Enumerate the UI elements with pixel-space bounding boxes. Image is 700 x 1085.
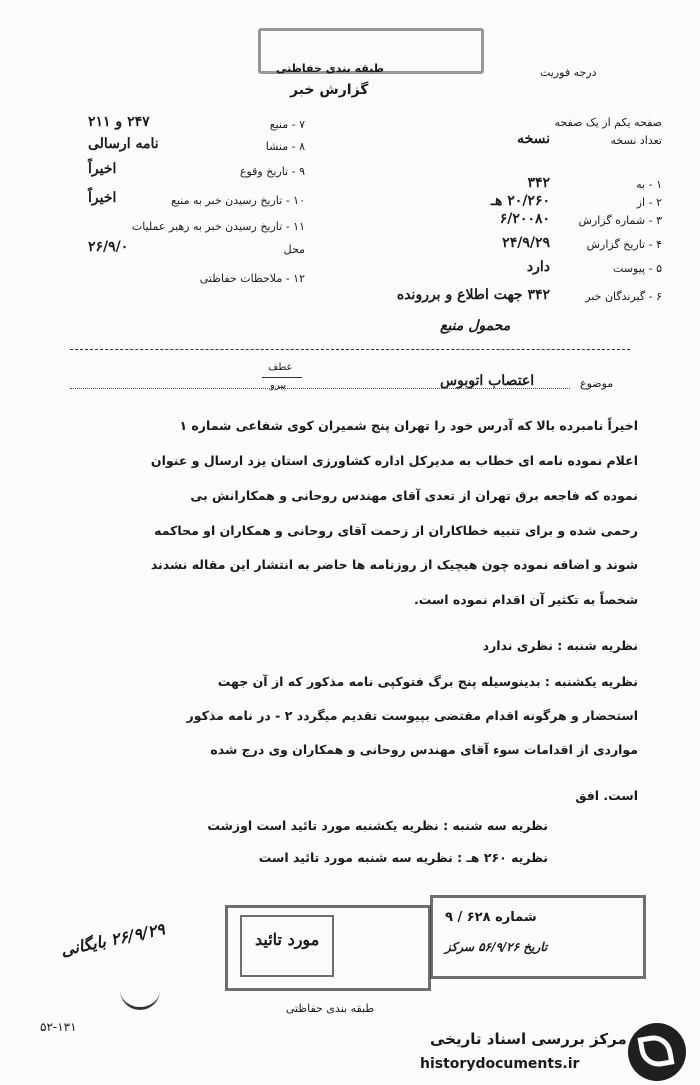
body-line: شوند و اضافه نموده چون هیچیک از روزنامه ها حاضر به انتشار این مقاله نشدند [150,557,638,572]
left-field-value: نامه ارسالی [88,136,159,152]
handwritten-note: محمول منبع [440,318,511,334]
right-field-label: ۴ - تاریخ گزارش [586,238,662,251]
opinion-line: نظریه ۲۶۰ هـ : نظریه سه شنبه مورد تائید است [258,850,548,865]
handwritten-archive-note: ۲۶/۹/۲۹ بایگانی [59,919,167,960]
site-name: مرکز بررسی اسناد تاریخی [430,1030,627,1048]
opinion-line: استحضار و هرگونه اقدام مقتضی بپیوست تقدیم میگردد ۲ - در نامه مذکور [186,708,638,723]
right-field-value: ۶/۲۰۰۸۰ [499,211,550,227]
site-url[interactable]: historydocuments.ir [420,1056,580,1072]
opinion-line: مواردی از اقدامات سوء آقای مهندس روحانی و همکاران وی درج شده [210,742,638,757]
left-field-label: ۸ - منشا [265,140,305,153]
right-field-label: ۵ - پیوست [613,262,662,275]
classification-top: طبقه بندی حفاظتی [275,62,385,75]
subject-label: موضوع [580,377,614,390]
opinion-line: نظریه سه شنبه : نظریه یکشنبه مورد تائید است اوزشت [207,818,548,833]
right-field-value: ۲۴/۹/۲۹ [502,235,550,251]
right-field-label: ۶ - گیرندگان خبر [585,290,662,303]
opinion-line: نظریه شنبه : نظری ندارد [482,638,638,653]
left-field-value: ۲۶/۹/۰ [88,239,129,255]
right-field-label: ۲ - از [636,196,662,209]
form-code: ۵۲-۱۳۱ [40,1020,77,1034]
right-field-value: نسخه [517,131,550,147]
site-logo-icon [628,1023,686,1081]
stamp-center-text: مورد تائید [255,930,320,949]
left-field-label: ۹ - تاریخ وقوع [239,165,305,178]
report-title: گزارش خبر [290,82,369,98]
signature-mark [120,985,160,1010]
priority-label: درجه فوریت [540,66,597,79]
right-field-label: صفحه یکم از یک صفحه [554,116,662,129]
subject-value: اعتصاب اتوبوس [440,373,535,389]
left-field-value: اخیراً [88,161,117,177]
left-field-label: ۱۰ - تاریخ رسیدن خبر به منبع [171,194,305,207]
ref-divider [262,377,302,378]
stamp-right-line1: شماره ۶۲۸ / ۹ [445,910,537,925]
left-field-label: محل [283,243,305,256]
right-field-label: ۱ - به [636,178,662,191]
header-divider [70,349,630,350]
left-field-label: ۱۲ - ملاحظات حفاظتی [199,272,305,285]
right-field-label: ۳ - شماره گزارش [578,214,662,227]
left-field-label: ۱۱ - تاریخ رسیدن خبر به رهبر عملیات [131,220,305,233]
body-line: اخیراً نامبرده بالا که آدرس خود را تهران پنج شمیران کوی شفاعی شماره ۱ [179,418,638,433]
body-line: اعلام نموده نامه ای خطاب به مدیرکل اداره کشاورزی استان یزد ارسال و عنوان [150,453,638,468]
left-field-label: ۷ - منبع [269,118,305,131]
right-field-value: دارد [526,259,550,275]
right-field-label: تعداد نسخه [610,134,662,147]
right-field-value: ۳۴۲ [527,175,550,191]
subject-line [70,388,570,389]
opinion-line: است. افق [575,788,638,803]
left-field-value: ۲۴۷ و ۲۱۱ [88,114,150,130]
stamp-right-line2: تاریخ ۵۶/۹/۲۶ سرکز [445,940,548,954]
stamp-right [430,895,646,979]
left-field-value: اخیراً [88,190,117,206]
right-field-value: ۳۴۲ جهت اطلاع و بررونده [396,287,550,303]
opinion-line: نظریه یکشنبه : بدینوسیله پنج برگ فتوکپی نامه مذکور که از آن جهت [217,674,638,689]
ref-peyro: پیرو [270,380,287,391]
body-line: شخصاً به تکثیر آن اقدام نموده است. [414,592,638,607]
ref-atf: عطف [268,362,293,373]
body-line: نموده که فاجعه برق تهران از تعدی آقای مهندس روحانی و همکارانش بی [190,488,638,503]
body-line: رحمی شده و برای تنبیه خطاکاران از زحمت آقای روحانی و همکاران او محاکمه [154,523,638,538]
right-field-value: ۲۰/۲۶۰ هـ [490,193,550,209]
classification-bottom: طبقه بندی حفاظتی [285,1002,375,1015]
